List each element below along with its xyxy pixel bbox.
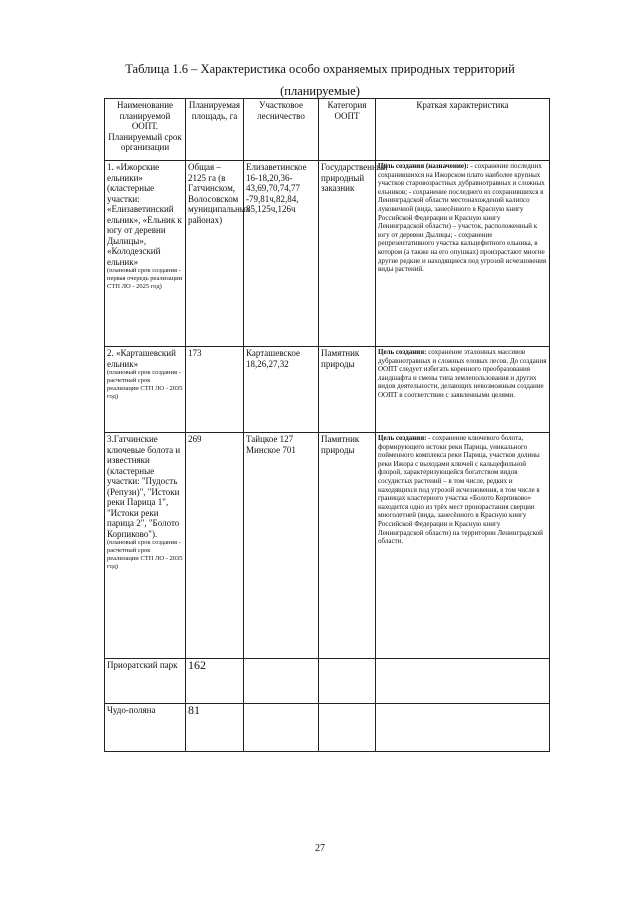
cell-forestry — [244, 704, 319, 752]
cell-forestry: Елизаветинское 16-18,20,36-43,69,70,74,77 -79,81ч,82,84, 85,125ч,126ч — [244, 161, 319, 347]
oopt-term-note: (плановый срок создания - расчетный срок реализации СТП ЛО - 2035 год) — [107, 539, 183, 570]
header-name: Наименование планируемой ООПТ. Планируемый срок организации — [105, 99, 186, 161]
cell-category — [319, 659, 376, 704]
description-text: - сохранение ключевого болота, формирующего истоки реки Парица, уникального пойменного комплекса реки Парица, участков долины реки Ижора с выходами ключей с кальцефильной флорой, характеризующейся богатством видов сосудистых растений – в том числе, редких и находящихся под угрозой исчезновения, в том числе в границах кластерного участка «Болото Корпиково» находится одно из трёх мест произрастания сверции многолетней (вида, занесённого в Красную книгу Российской Федерации и Красную книгу Ленинградской области) на территории Ленинградской области. — [378, 434, 543, 546]
table-row — [105, 659, 550, 704]
cell-area: Общая – 2125 га (в Гатчинском, Волосовском муниципальных районах) — [186, 161, 244, 347]
header-forestry: Участковое лесничество — [244, 99, 319, 161]
oopt-name: Чудо-поляна — [107, 705, 156, 715]
oopt-table — [104, 98, 550, 752]
page-number: 27 — [315, 843, 325, 854]
cell-category: Памятник природы — [319, 347, 376, 433]
table-row — [105, 161, 550, 347]
table-row — [105, 347, 550, 433]
oopt-name: 2. «Карташевский ельник» — [107, 348, 176, 369]
cell-description — [376, 433, 550, 659]
header-description: Краткая характеристика — [376, 99, 550, 161]
cell-name — [105, 161, 186, 347]
table-subtitle: (планируемые) — [280, 84, 360, 98]
cell-area: 269 — [186, 433, 244, 659]
oopt-name: 1. «Ижорские ельники» (кластерные участки: «Елизаветинский ельник», «Ельник к югу от деревни Дылицы», «Колодезский ельник» — [107, 162, 182, 267]
table-title: Таблица 1.6 – Характеристика особо охраняемых природных территорий — [125, 62, 515, 76]
description-text: сохранение эталонных массивов дубравнотравных и сложных еловых лесов. До создания ООПТ следует избегать коренного преобразования ландшафта и смены типа землепользования и других видов деятельности, делающих невозможным создание ООПТ в соответствии с заявленными целями. — [378, 348, 547, 399]
description-text: - сохранение последних сохранившихся на Ижорском плато наиболее крупных участков старовозрастных дубравнотравных и сложных ельников; - сохранение последнего из сохранившихся в Ленинградской области местонахождений калипсо луковичной (вида, занесённого в Красную книгу Российской Федерации и Красную книгу Ленинградской области) – участок, расположенный к югу от деревни Дылицы; - сохранение репрезентативного участка кальцефитного ельника, в котором (а также на его опушках) произрастают многие другие редкие и находящиеся под угрозой исчезновения виды растений. — [378, 162, 547, 274]
cell-name — [105, 347, 186, 433]
cell-description — [376, 659, 550, 704]
cell-name — [105, 704, 186, 752]
oopt-name: 3.Гатчинские ключевые болота и известняки (кластерные участки: "Пудость (Репузи)", "Истоки реки Парица 1", "Истоки реки парица 2", "Болото Корпиково"). — [107, 434, 181, 539]
cell-description — [376, 161, 550, 347]
cell-area: 162 — [186, 659, 244, 704]
cell-forestry: Карташевское 18,26,27,32 — [244, 347, 319, 433]
table-row — [105, 704, 550, 752]
description-head: Цель создания: — [378, 348, 427, 356]
cell-area: 173 — [186, 347, 244, 433]
cell-name — [105, 433, 186, 659]
cell-description — [376, 704, 550, 752]
oopt-term-note: (плановый срок создания - расчетный срок реализации СТП ЛО - 2035 год) — [107, 369, 183, 400]
cell-category: Государственный природный заказник — [319, 161, 376, 347]
cell-area: 81 — [186, 704, 244, 752]
description-head: Цель создания: — [378, 434, 427, 442]
oopt-term-note: (плановый срок создания - первая очередь реализации СТП ЛО - 2025 год) — [107, 267, 183, 290]
cell-name — [105, 659, 186, 704]
header-area: Планируемая площадь, га — [186, 99, 244, 161]
table-row — [105, 433, 550, 659]
header-category: Категория ООПТ — [319, 99, 376, 161]
table-header-row — [105, 99, 550, 161]
oopt-name: Приоратский парк — [107, 660, 178, 670]
cell-description — [376, 347, 550, 433]
cell-forestry — [244, 659, 319, 704]
cell-category — [319, 704, 376, 752]
cell-forestry: Тайцкое 127 Минское 701 — [244, 433, 319, 659]
cell-category: Памятник природы — [319, 433, 376, 659]
description-head: Цель создания (назначение): — [378, 162, 469, 170]
